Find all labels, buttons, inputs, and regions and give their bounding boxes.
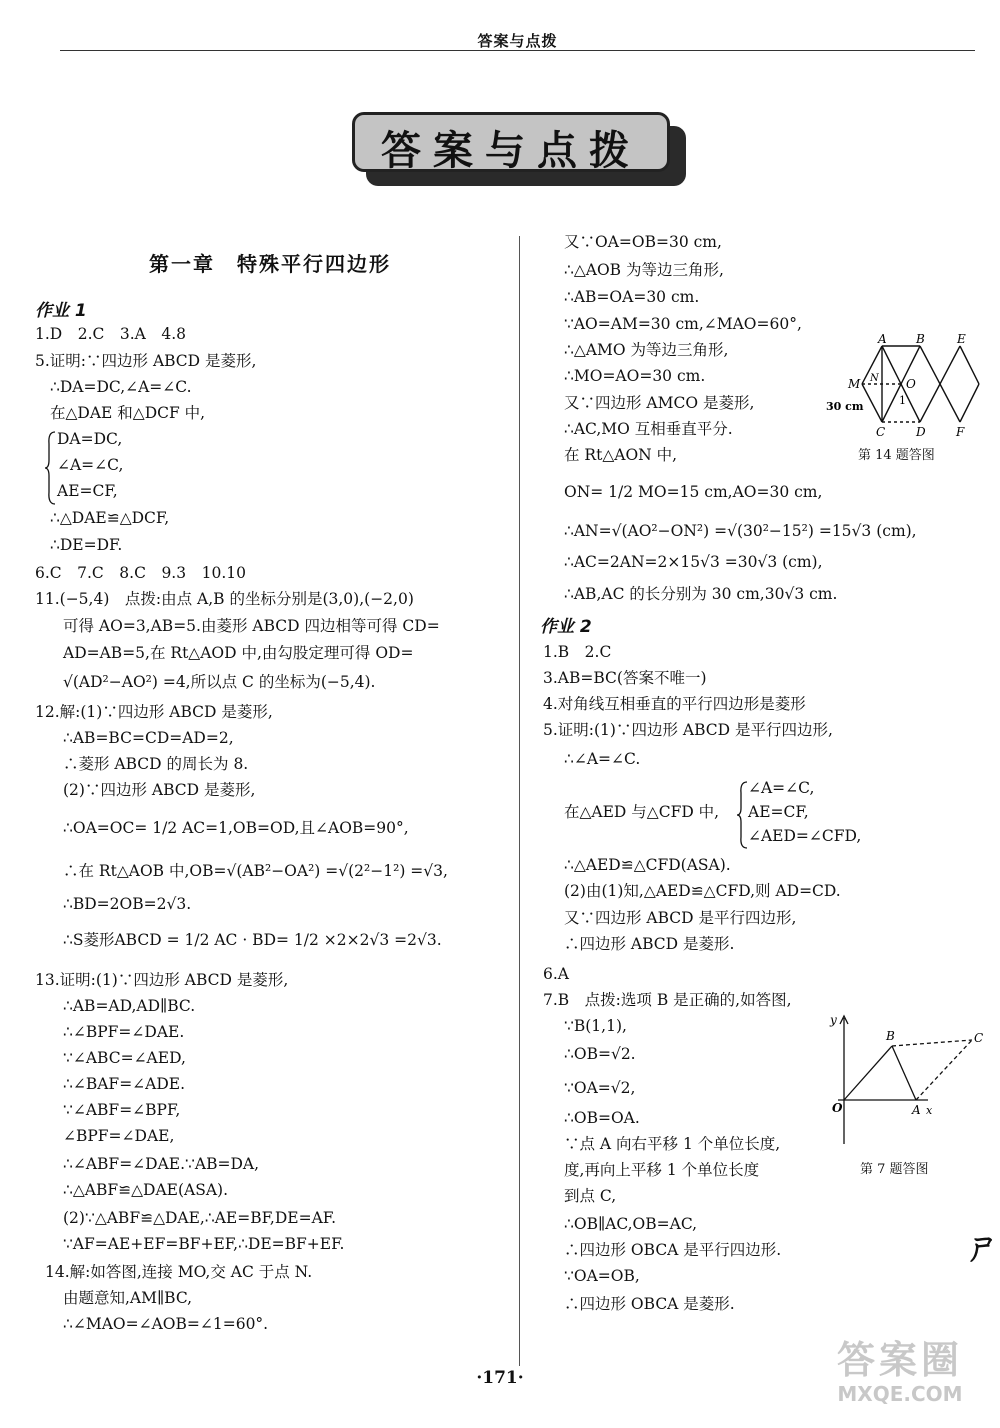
system-brace	[45, 430, 57, 506]
edge-mark: ㄕ	[966, 1228, 1000, 1268]
answer-line: ∴四边形 OBCA 是平行四边形.	[564, 1241, 782, 1259]
answer-line: (2)∵四边形 ABCD 是菱形,	[63, 781, 256, 799]
answer-line: 4.对角线互相垂直的平行四边形是菱形	[543, 695, 806, 713]
answer-line: ∠AED=∠CFD,	[748, 827, 862, 845]
answer-line: ∴∠MAO=∠AOB=∠1=60°.	[63, 1315, 269, 1333]
banner-plate	[352, 112, 670, 172]
answer-line: 1.B 2.C	[543, 643, 612, 661]
answer-line: ∴AN=√(AO²−ON²) =√(30²−15²) =15√3 (cm),	[564, 522, 917, 540]
axis-y-label: y	[830, 1013, 837, 1027]
answer-line: ON= 1/2 MO=15 cm,AO=30 cm,	[564, 483, 823, 501]
answer-line: AE=CF,	[57, 482, 118, 500]
answer-line: ∵∠ABF=∠BPF,	[63, 1101, 181, 1119]
answer-line: 在 Rt△AON 中,	[564, 446, 678, 464]
answer-line: ∴DA=DC,∠A=∠C.	[50, 378, 192, 396]
figure-7-caption: 第 7 题答图	[860, 1162, 929, 1177]
page-number: ·171·	[476, 1368, 524, 1388]
homework-2-title: 作业 2	[540, 617, 592, 637]
title-banner	[352, 112, 690, 188]
header-rule	[60, 50, 975, 51]
answer-line: 3.AB=BC(答案不唯一)	[543, 669, 707, 687]
answer-line: ∴AB,AC 的长分别为 30 cm,30√3 cm.	[564, 585, 838, 603]
answer-line: ∴△AED≌△CFD(ASA).	[564, 856, 731, 874]
answer-line: ∴AB=AD,AD∥BC.	[63, 997, 196, 1015]
answer-line: 6.A	[543, 965, 569, 983]
answer-line: ∴∠BPF=∠DAE.	[63, 1023, 185, 1041]
answer-line: ∵点 A 向右平移 1 个单位长度,	[564, 1135, 781, 1153]
answer-line: ∵AO=AM=30 cm,∠MAO=60°,	[564, 315, 802, 333]
answer-line: ∴AB=OA=30 cm.	[564, 288, 700, 306]
label-O: O	[832, 1101, 843, 1115]
answer-line: ∴△DAE≌△DCF,	[50, 509, 170, 527]
answer-line: ∵B(1,1),	[564, 1017, 627, 1035]
label-E: E	[957, 332, 966, 346]
answer-line: 11.(−5,4) 点拨:由点 A,B 的坐标分别是(3,0),(−2,0)	[35, 590, 414, 608]
label-F: F	[956, 425, 965, 439]
label-B: B	[886, 1029, 895, 1043]
answer-line: 又∵OA=OB=30 cm,	[564, 233, 722, 251]
answer-line: ∴△AOB 为等边三角形,	[564, 261, 724, 279]
label-N: N	[870, 373, 879, 384]
answer-line: ∴∠ABF=∠DAE.∵AB=DA,	[63, 1155, 260, 1173]
answer-line: 度,再向上平移 1 个单位长度	[564, 1161, 760, 1179]
answer-line: ∠BPF=∠DAE,	[63, 1127, 175, 1145]
answer-line: ∴S菱形ABCD = 1/2 AC · BD= 1/2 ×2×2√3 =2√3.	[63, 931, 442, 949]
answer-line: (2)∵△ABF≌△DAE,∴AE=BF,DE=AF.	[63, 1209, 337, 1227]
answer-line: ∴OA=OC= 1/2 AC=1,OB=OD,且∠AOB=90°,	[63, 819, 409, 837]
answer-line: 可得 AO=3,AB=5.由菱形 ABCD 四边相等可得 CD=	[63, 617, 440, 635]
site-watermark	[810, 1338, 990, 1418]
answer-line: ∴OB∥AC,OB=AC,	[564, 1215, 698, 1233]
homework-1-title: 作业 1	[35, 301, 87, 321]
answer-line: DA=DC,	[57, 430, 123, 448]
answer-line: AD=AB=5,在 Rt△AOD 中,由勾股定理可得 OD=	[63, 644, 414, 662]
answer-line: ∵AF=AE+EF=BF+EF,∴DE=BF+EF.	[63, 1235, 345, 1253]
answer-line: 5.证明:∵四边形 ABCD 是菱形,	[35, 352, 257, 370]
answer-line: ∵∠ABC=∠AED,	[63, 1049, 186, 1067]
answer-line: ∠A=∠C,	[748, 779, 815, 797]
label-C: C	[876, 425, 886, 439]
label-angle-1: 1	[899, 394, 906, 407]
answer-line: ∴BD=2OB=2√3.	[63, 895, 192, 913]
watermark-url: MXQE.COM	[837, 1382, 963, 1406]
answer-line: ∵OA=√2,	[564, 1079, 636, 1097]
answer-line: 由题意知,AM∥BC,	[63, 1289, 193, 1307]
answer-line: ∴∠BAF=∠ADE.	[63, 1075, 186, 1093]
label-O: O	[906, 377, 916, 391]
column-divider	[519, 236, 520, 1366]
label-length: 30 cm	[826, 400, 864, 413]
answer-line: ∠A=∠C,	[57, 456, 124, 474]
label-A: A	[878, 332, 887, 346]
answer-line: ∴菱形 ABCD 的周长为 8.	[63, 755, 249, 773]
figure-14-caption: 第 14 题答图	[858, 448, 935, 463]
answer-line: 7.B 点拨:选项 B 是正确的,如答图,	[543, 991, 792, 1009]
answer-line: ∴AC,MO 互相垂直平分.	[564, 420, 733, 438]
answer-line: (2)由(1)知,△AED≌△CFD,则 AD=CD.	[564, 882, 841, 900]
answer-line: 6.C 7.C 8.C 9.3 10.10	[35, 564, 246, 582]
label-C: C	[974, 1031, 984, 1045]
answer-line: ∵OA=OB,	[564, 1267, 640, 1285]
label-M: M	[848, 377, 861, 391]
answer-line: 1.D 2.C 3.A 4.8	[35, 325, 186, 343]
answer-line: ∴四边形 ABCD 是菱形.	[564, 935, 735, 953]
answer-line: 到点 C,	[564, 1187, 617, 1205]
answer-line: ∴AB=BC=CD=AD=2,	[63, 729, 234, 747]
label-A: A	[912, 1103, 921, 1117]
answer-line: ∴△AMO 为等边三角形,	[564, 341, 729, 359]
answer-line: ∴MO=AO=30 cm.	[564, 367, 706, 385]
answer-line: √(AD²−AO²) =4,所以点 C 的坐标为(−5,4).	[63, 673, 376, 691]
answer-line: 12.解:(1)∵四边形 ABCD 是菱形,	[35, 703, 273, 721]
axis-x-label: x	[926, 1104, 933, 1117]
answer-line: 5.证明:(1)∵四边形 ABCD 是平行四边形,	[543, 721, 833, 739]
answer-line: 又∵四边形 AMCO 是菱形,	[564, 394, 755, 412]
answer-line: ∴△ABF≌△DAE(ASA).	[63, 1181, 228, 1199]
banner-title: 答案与点拨	[381, 128, 641, 174]
running-head: 答案与点拨	[477, 32, 558, 50]
answer-line: 在△DAE 和△DCF 中,	[50, 404, 206, 422]
label-D: D	[916, 425, 926, 439]
watermark-logo: 答案圈	[836, 1338, 963, 1382]
answer-line: 在△AED 与△CFD 中,	[564, 803, 720, 821]
answer-line: ∴AC=2AN=2×15√3 =30√3 (cm),	[564, 553, 823, 571]
answer-line: ∴∠A=∠C.	[564, 750, 641, 768]
answer-line: 14.解:如答图,连接 MO,交 AC 于点 N.	[45, 1263, 313, 1281]
label-B: B	[916, 332, 925, 346]
answer-line: ∴OB=OA.	[564, 1109, 640, 1127]
answer-line: ∴OB=√2.	[564, 1045, 636, 1063]
answer-line: ∴DE=DF.	[50, 536, 123, 554]
answer-line: 13.证明:(1)∵四边形 ABCD 是菱形,	[35, 971, 289, 989]
chapter-title: 第一章 特殊平行四边形	[149, 252, 391, 276]
answer-line: 又∵四边形 ABCD 是平行四边形,	[564, 909, 797, 927]
answer-line: AE=CF,	[748, 803, 809, 821]
answer-line: ∴四边形 OBCA 是菱形.	[564, 1295, 735, 1313]
figure-7-diagram	[820, 1010, 990, 1150]
answer-line: ∴在 Rt△AOB 中,OB=√(AB²−OA²) =√(2²−1²) =√3,	[63, 862, 448, 880]
